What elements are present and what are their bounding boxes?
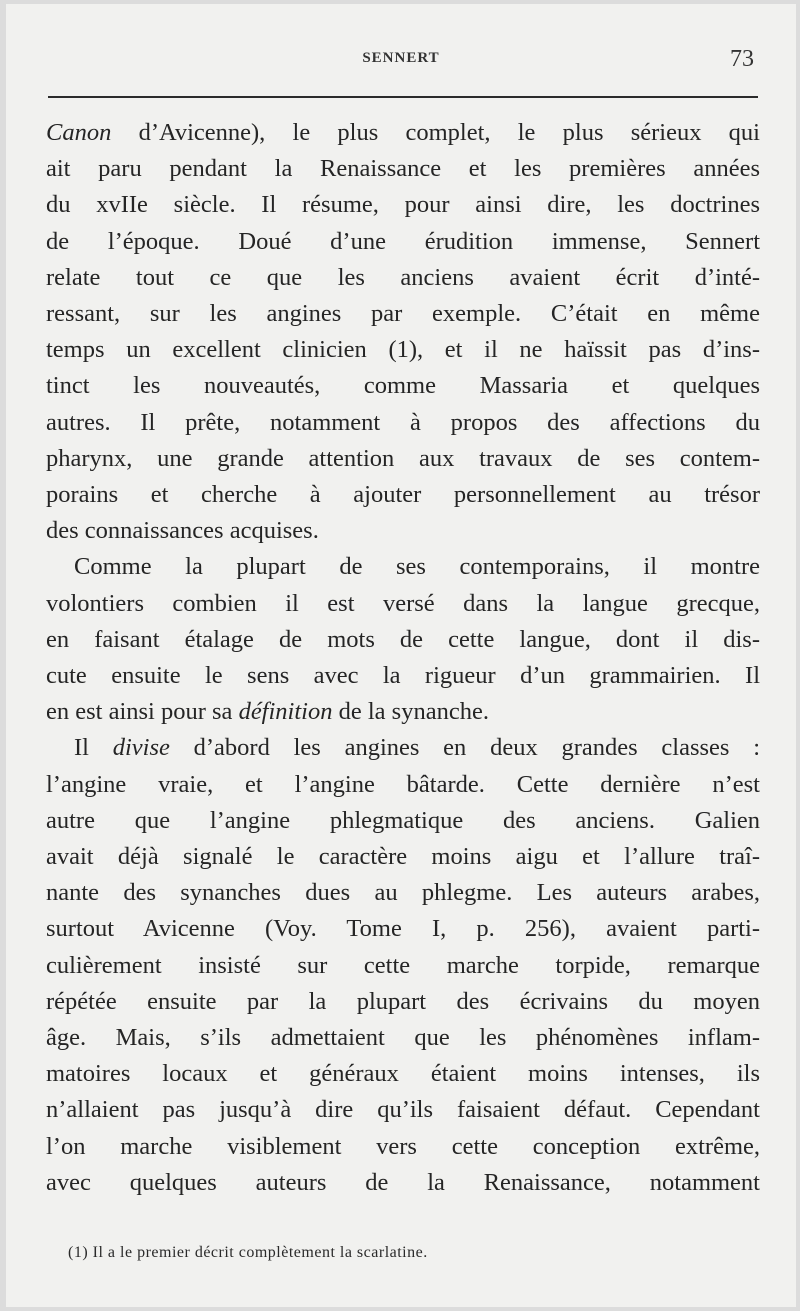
text-line <box>46 694 760 730</box>
text-fragment: Il <box>74 734 113 762</box>
text-line: l’on marche visiblement vers cette conception extrême, <box>46 1132 760 1160</box>
text-line: des connaissances acquises. <box>46 517 319 545</box>
text-fragment: d’Avicenne), le plus complet, le plus sérieux qui <box>111 119 760 146</box>
text-line: avec quelques auteurs de la Renaissance, notamment <box>46 1168 760 1196</box>
text-line: l’angine vraie, et l’angine bâtarde. Cette dernière n’est <box>46 770 760 798</box>
book-page <box>6 4 796 1307</box>
text-line: surtout Avicenne (Voy. Tome I, p. 256), avaient parti- <box>46 915 760 943</box>
text-line: autres. Il prête, notamment à propos des affections du <box>46 408 760 436</box>
footnote: (1) Il a le premier décrit complètement la scarlatine. <box>68 1244 428 1261</box>
italic-term: divise <box>112 734 170 762</box>
text-line: ait paru pendant la Renaissance et les premières années <box>46 155 760 183</box>
text-line: pharynx, une grande attention aux travaux de ses contem- <box>46 444 760 472</box>
text-line: ressant, sur les angines par exemple. C’était en même <box>46 300 760 328</box>
italic-term: Canon <box>46 119 112 146</box>
text-line: tinct les nouveautés, comme Massaria et quelques <box>46 372 760 400</box>
text-line: autre que l’angine phlegmatique des anciens. Galien <box>46 806 760 834</box>
text-fragment: d’abord les angines en deux grandes classes : <box>169 734 761 762</box>
text-line: répétée ensuite par la plupart des écrivains du moyen <box>46 987 760 1015</box>
text-line: de l’époque. Doué d’une érudition immense, Sennert <box>46 227 760 255</box>
text-line: culièrement insisté sur cette marche torpide, remarque <box>46 951 760 979</box>
page-number: 73 <box>730 46 754 72</box>
text-line: relate tout ce que les anciens avaient écrit d’inté- <box>46 263 760 291</box>
text-line: en faisant étalage de mots de cette langue, dont il dis- <box>46 625 760 653</box>
text-fragment: en est ainsi pour sa <box>46 698 239 726</box>
text-line: cute ensuite le sens avec la rigueur d’un grammairien. Il <box>46 662 760 690</box>
text-line: n’allaient pas jusqu’à dire qu’ils faisaient défaut. Cependant <box>46 1096 760 1124</box>
text-line: avait déjà signalé le caractère moins aigu et l’allure traî- <box>46 843 760 871</box>
text-line: volontiers combien il est versé dans la langue grecque, <box>46 589 760 617</box>
text-line <box>46 115 760 151</box>
text-line: matoires locaux et généraux étaient moins intenses, ils <box>46 1060 760 1088</box>
text-line: du xvIIe siècle. Il résume, pour ainsi dire, les doctrines <box>46 191 760 219</box>
text-line <box>46 730 760 766</box>
text-line: Comme la plupart de ses contemporains, il montre <box>74 553 760 581</box>
body-text <box>46 115 760 1201</box>
italic-term: définition <box>238 698 333 726</box>
running-title: SENNERT <box>362 50 440 66</box>
text-line: nante des synanches dues au phlegme. Les auteurs arabes, <box>46 879 760 907</box>
text-fragment: de la synanche. <box>332 698 489 726</box>
header-rule <box>48 96 758 98</box>
text-line: âge. Mais, s’ils admettaient que les phénomènes inflam- <box>46 1024 760 1052</box>
running-head <box>6 46 796 86</box>
text-line: porains et cherche à ajouter personnellement au trésor <box>46 481 760 509</box>
text-line: temps un excellent clinicien (1), et il ne haïssit pas d’ins- <box>46 336 760 364</box>
